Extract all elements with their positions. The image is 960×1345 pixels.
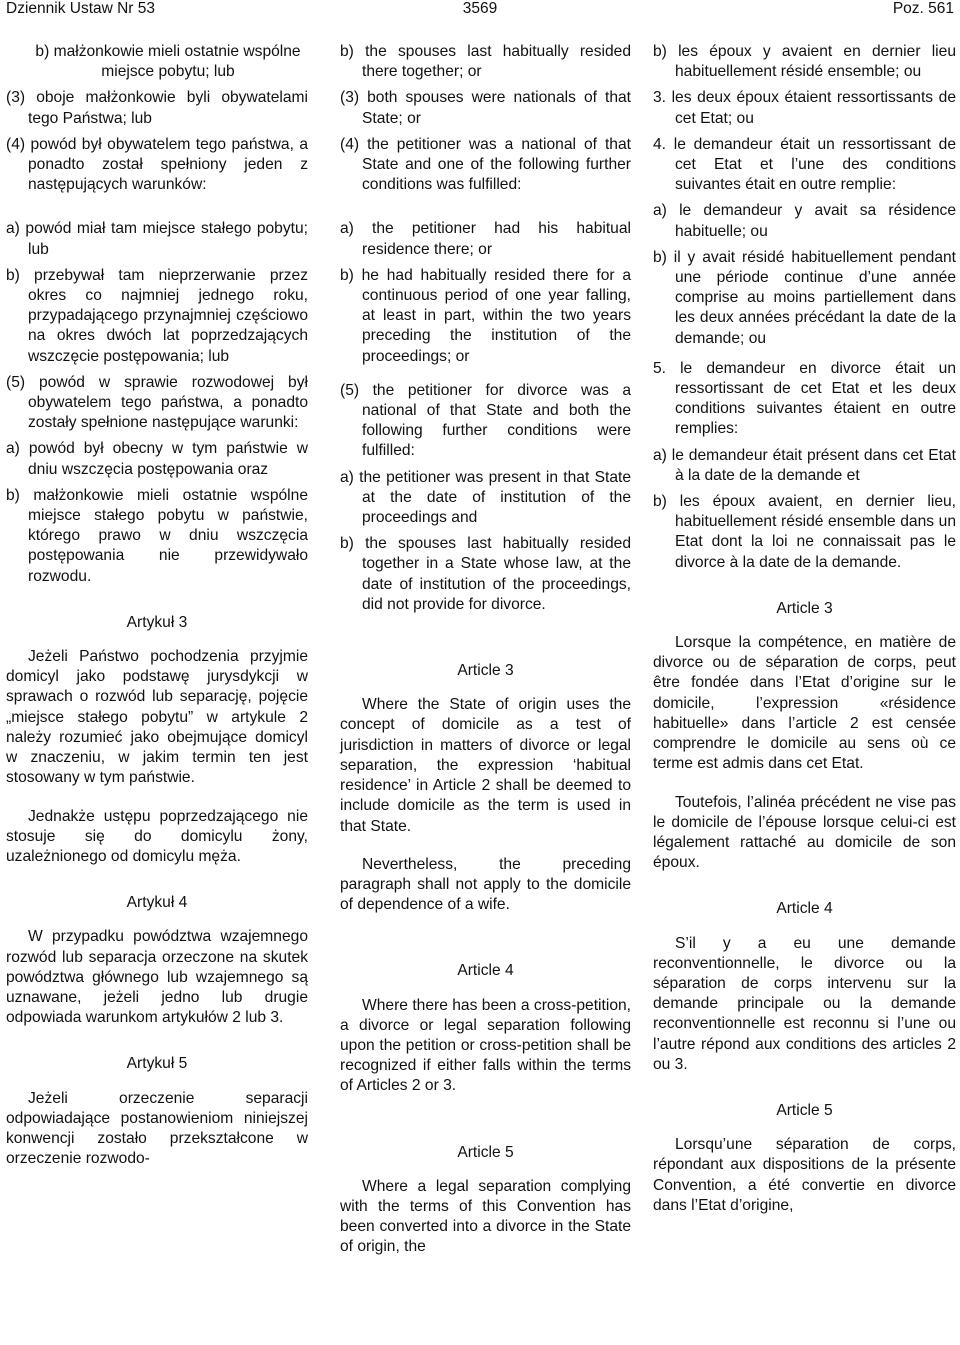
fr-item-5a: a) le demandeur était présent dans cet Etat à la date de la demande et bbox=[653, 446, 956, 484]
fr-article-3-heading: Article 3 bbox=[776, 599, 833, 617]
pl-article-4-heading: Artykuł 4 bbox=[126, 894, 188, 912]
pl-item-5: (5) powód w sprawie rozwodowej był obywatelem tego państwa, a ponadto zostały spełnione następujące warunki: bbox=[6, 373, 308, 432]
fr-item-4b: b) il y avait résidé habituellement pendant une période continue d’une année comprise au moins partiellement dans les deux années précédant la date de la demande; ou bbox=[653, 248, 956, 347]
fr-item-5b: b) les époux avaient, en dernier lieu, habituellement résidé ensemble dans un Etat dont la loi ne connaissait pas le divorce à la date de la demande. bbox=[653, 493, 956, 571]
fr-item-5: 5. le demandeur en divorce était un ressortissant de cet Etat et les deux conditions suivantes étaient en outre remplies: bbox=[653, 359, 956, 438]
fr-article-4-para-1: S’il y a eu une demande reconventionnelle, le divorce ou la séparation de corps intervenu sur la demande principale ou la demande reconventionnelle est reconnu si l’une ou l’autre répond aux conditions des articles 2 ou 3. bbox=[653, 934, 956, 1073]
polish-column bbox=[6, 42, 308, 1169]
pl-article-4-para-1: W przypadku powództwa wzajemnego rozwód lub separacja orzeczone na skutek powództwa głównego lub wzajemnego są uznawane, jeżeli jedno lub drugie odpowiada warunkom artykułów 2 lub 3. bbox=[6, 928, 308, 1027]
pl-article-3-para-2: Jednakże ustępu poprzedzającego nie stosuje się do domicylu żony, uzależnionego od domicylu męża. bbox=[6, 807, 308, 865]
french-column bbox=[653, 42, 956, 1216]
position-number: Poz. 561 bbox=[892, 0, 954, 17]
en-item-5b: b) the spouses last habitually resided together in a State whose law, at the date of institution of the proceedings, did not provide for divorce. bbox=[340, 535, 631, 613]
pl-item-3: (3) oboje małżonkowie byli obywatelami tego Państwa; lub bbox=[6, 89, 308, 127]
page-number: 3569 bbox=[462, 0, 498, 17]
fr-item-4: 4. le demandeur était un ressortissant de cet Etat et l’une des conditions suivantes était en outre remplie: bbox=[653, 135, 956, 194]
pl-item-4a: a) powód miał tam miejsce stałego pobytu; lub bbox=[6, 220, 308, 258]
en-article-4-heading: Article 4 bbox=[457, 962, 514, 980]
pl-article-5-para-1: Jeżeli orzeczenie separacji odpowiadające postanowieniom niniejszej konwencji zostało przekształcone w orzeczenie rozwodo- bbox=[6, 1089, 308, 1168]
journal-title: Dziennik Ustaw Nr 53 bbox=[6, 0, 156, 17]
fr-item-4a: a) le demandeur y avait sa résidence habituelle; ou bbox=[653, 202, 956, 240]
en-item-4: (4) the petitioner was a national of that State and one of the following further conditions was fulfilled: bbox=[340, 135, 631, 194]
pl-item-5a: a) powód był obecny w tym państwie w dniu wszczęcia postępowania oraz bbox=[6, 440, 308, 478]
en-article-3-heading: Article 3 bbox=[457, 662, 514, 680]
english-column bbox=[340, 42, 631, 1258]
en-item-b-spouses: b) the spouses last habitually resided there together; or bbox=[340, 43, 631, 81]
fr-article-3-para-2: Toutefois, l’alinéa précédent ne vise pas le domicile de l’épouse lorsque celui-ci est légalement rattaché au domicile de son époux. bbox=[653, 793, 956, 872]
en-item-4b: b) he had habitually resided there for a continuous period of one year falling, at least in part, within the two years preceding the institution of the proceedings; or bbox=[340, 266, 631, 365]
fr-item-b-spouses: b) les époux y avaient en dernier lieu habituellement résidé ensemble; ou bbox=[653, 43, 956, 81]
en-article-3-para-2: Nevertheless, the preceding paragraph shall not apply to the domicile of dependence of a wife. bbox=[340, 855, 631, 914]
en-article-5-para-1: Where a legal separation complying with the terms of this Convention has been converted into a divorce in the State of origin, the bbox=[340, 1177, 631, 1256]
en-article-4-para-1: Where there has been a cross-petition, a divorce or legal separation following upon the petition or cross-petition shall be recognized if either falls within the terms of Articles 2 or 3. bbox=[340, 996, 631, 1095]
en-article-3-para-1: Where the State of origin uses the concept of domicile as a test of jurisdiction in matters of divorce or legal separation, the expression ‘habitual residence’ in Article 2 shall be deemed to include domicile as the term is used in that State. bbox=[340, 696, 631, 835]
en-item-4a: a) the petitioner had his habitual residence there; or bbox=[340, 220, 631, 258]
pl-article-3-heading: Artykuł 3 bbox=[126, 613, 188, 631]
pl-article-5-heading: Artykuł 5 bbox=[126, 1055, 188, 1073]
pl-item-4b: b) przebywał tam nieprzerwanie przez okres co najmniej jednego roku, przypadającego przynajmniej częściowo na okres dwóch lat poprzedzających wszczęcie postępowania; lub bbox=[6, 266, 308, 365]
pl-item-4: (4) powód był obywatelem tego państwa, a ponadto został spełniony jeden z następujących warunków: bbox=[6, 135, 308, 194]
en-item-3: (3) both spouses were nationals of that State; or bbox=[340, 89, 631, 127]
fr-item-3: 3. les deux époux étaient ressortissants de cet Etat; ou bbox=[653, 89, 956, 127]
fr-article-5-heading: Article 5 bbox=[776, 1101, 833, 1119]
en-item-5: (5) the petitioner for divorce was a national of that State and both the following further conditions were fulfilled: bbox=[340, 381, 631, 460]
en-item-5a: a) the petitioner was present in that State at the date of institution of the proceedings and bbox=[340, 468, 631, 527]
pl-article-3-para-1: Jeżeli Państwo pochodzenia przyjmie domicyl jako podstawę jurysdykcji w sprawach o rozwód lub separację, pojęcie „miejsce stałego pobytu” w artykule 2 należy rozumieć jako obejmujące domicyl w znaczeniu, w jakim termin ten jest stosowany w tym państwie. bbox=[6, 648, 308, 787]
page-header bbox=[6, 0, 954, 22]
pl-item-5b: b) małżonkowie mieli ostatnie wspólne miejsce stałego pobytu w państwie, którego prawo w dniu wszczęcia postępowania nie przewidywało rozwodu. bbox=[6, 486, 308, 585]
fr-article-5-para-1: Lorsqu’une séparation de corps, répondant aux dispositions de la présente Convention, a été convertie en divorce dans l’Etat d’origine, bbox=[653, 1136, 956, 1214]
pl-item-b-spouses: b) małżonkowie mieli ostatnie wspólne miejsce pobytu; lub bbox=[35, 43, 301, 81]
en-article-5-heading: Article 5 bbox=[457, 1143, 514, 1161]
fr-article-3-para-1: Lorsque la compétence, en matière de divorce ou de séparation de corps, peut être fondée dans l’Etat d’origine sur le domicile, l’expression «résidence habituelle» dans l’article 2 est censée comprendre le domicile au sens où ce terme est admis dans cet Etat. bbox=[653, 634, 956, 773]
fr-article-4-heading: Article 4 bbox=[776, 900, 833, 918]
